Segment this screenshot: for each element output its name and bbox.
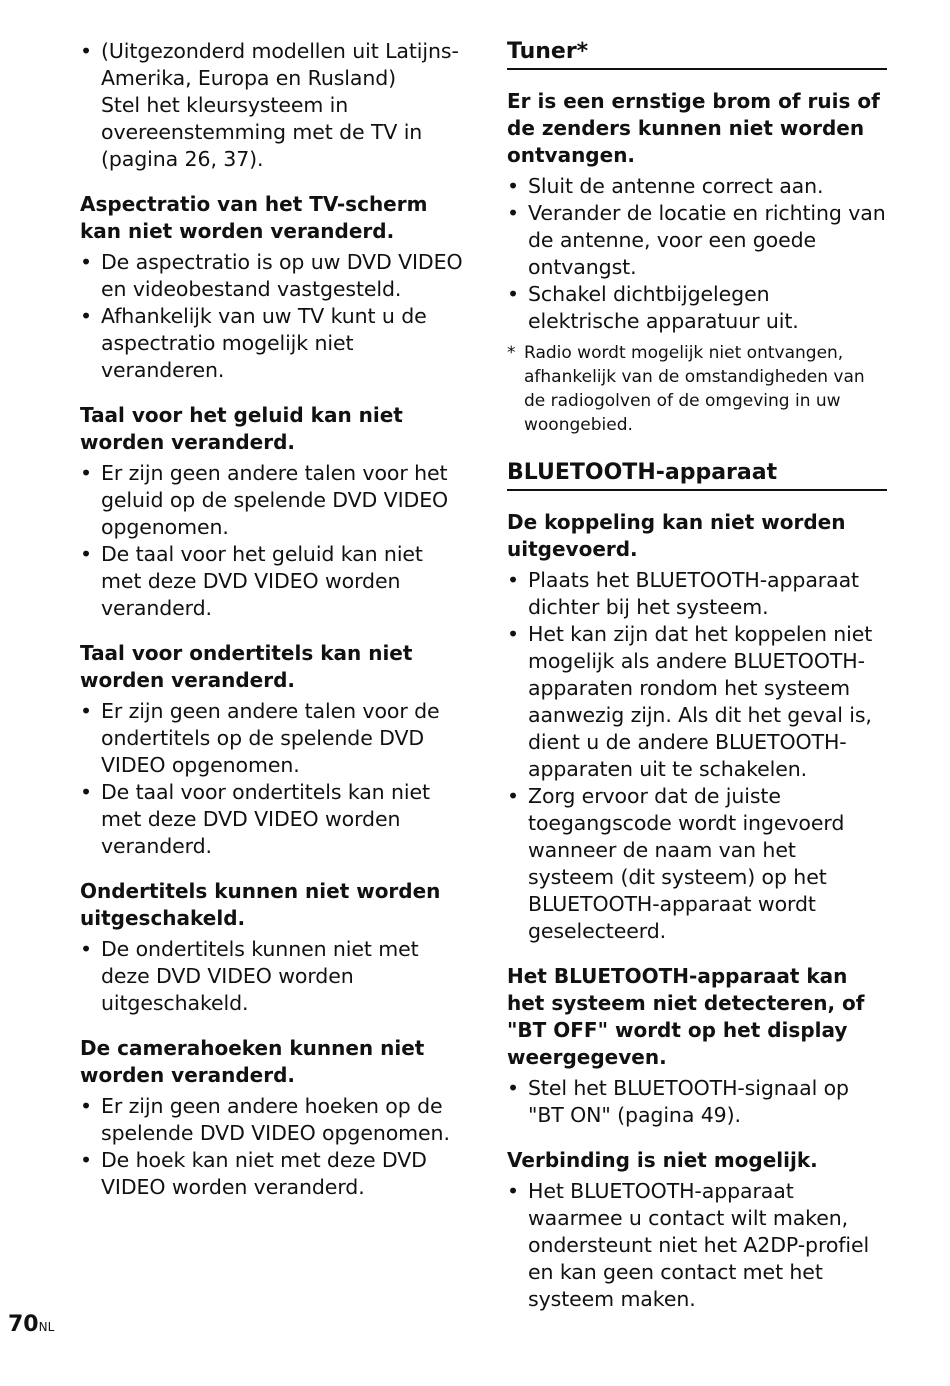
language-code: NL [38, 1320, 55, 1334]
intro-block [80, 38, 465, 173]
problem-heading: Ondertitels kunnen niet worden uitgeschakeld. [80, 879, 441, 930]
section-title-bluetooth: BLUETOOTH-apparaat [507, 459, 887, 491]
list-item: • Er zijn geen andere talen voor het geluid op de spelende DVD VIDEO opgenomen. [80, 460, 465, 541]
page-number [8, 1311, 54, 1339]
list-item: • De ondertitels kunnen niet met deze DVD VIDEO worden uitgeschakeld. [80, 936, 465, 1017]
list-item: • De taal voor ondertitels kan niet met deze DVD VIDEO worden veranderd. [80, 779, 465, 860]
page-number-value: 70 [8, 1312, 39, 1337]
footnote-text: Radio wordt mogelijk niet ontvangen, afhankelijk van de omstandigheden van de radiogolven of de omgeving in uw woongebied. [524, 343, 865, 435]
list-item: • Sluit de antenne correct aan. [507, 173, 887, 200]
list-item: • Het kan zijn dat het koppelen niet mogelijk als andere BLUETOOTH-apparaten rondom het systeem aanwezig zijn. Als dit het geval is, dient u de andere BLUETOOTH-apparaten uit te schakelen. [507, 621, 887, 783]
list-item: • Plaats het BLUETOOTH-apparaat dichter bij het systeem. [507, 567, 887, 621]
footnote-mark: * [507, 343, 516, 363]
problem-camera-angles [80, 1035, 465, 1201]
list-item: • Zorg ervoor dat de juiste toegangscode wordt ingevoerd wanneer de naam van het systeem (dit systeem) op het BLUETOOTH-apparaat wordt geselecteerd. [507, 783, 887, 945]
problem-heading: Taal voor het geluid kan niet worden veranderd. [80, 403, 403, 454]
problem-connection [507, 1147, 887, 1313]
left-column [80, 38, 465, 1219]
bullet-text: Stel het kleursysteem in overeenstemming met de TV in (pagina 26, 37). [101, 93, 423, 171]
problem-audio-language [80, 402, 465, 622]
problem-detection [507, 963, 887, 1129]
problem-subtitle-language [80, 640, 465, 860]
list-item: • Verander de locatie en richting van de antenne, voor een goede ontvangst. [507, 200, 887, 281]
list-item: • Stel het BLUETOOTH-signaal op "BT ON" (pagina 49). [507, 1075, 887, 1129]
list-item: • Schakel dichtbijgelegen elektrische apparatuur uit. [507, 281, 887, 335]
problem-heading: Verbinding is niet mogelijk. [507, 1148, 818, 1172]
list-item [80, 38, 465, 173]
list-item: • Het BLUETOOTH-apparaat waarmee u contact wilt maken, ondersteunt niet het A2DP-profiel en kan geen contact met het systeem maken. [507, 1178, 887, 1313]
problem-pairing [507, 509, 887, 945]
problem-aspect-ratio [80, 191, 465, 384]
right-column [507, 38, 887, 1331]
list-item: • De taal voor het geluid kan niet met deze DVD VIDEO worden veranderd. [80, 541, 465, 622]
problem-heading: De koppeling kan niet worden uitgevoerd. [507, 510, 846, 561]
problem-heading: De camerahoeken kunnen niet worden veranderd. [80, 1036, 425, 1087]
list-item: • Afhankelijk van uw TV kunt u de aspectratio mogelijk niet veranderen. [80, 303, 465, 384]
list-item: • De aspectratio is op uw DVD VIDEO en videobestand vastgesteld. [80, 249, 465, 303]
list-item: • De hoek kan niet met deze DVD VIDEO worden veranderd. [80, 1147, 465, 1201]
bullet-text: • (Uitgezonderd modellen uit Latijns-Amerika, Europa en Rusland) [101, 39, 459, 90]
problem-heading: Er is een ernstige brom of ruis of de zenders kunnen niet worden ontvangen. [507, 89, 880, 167]
problem-heading: Aspectratio van het TV-scherm kan niet worden veranderd. [80, 192, 428, 243]
list-item: • Er zijn geen andere hoeken op de spelende DVD VIDEO opgenomen. [80, 1093, 465, 1147]
problem-tuner-noise [507, 88, 887, 437]
problem-heading: Taal voor ondertitels kan niet worden veranderd. [80, 641, 413, 692]
problem-heading: Het BLUETOOTH-apparaat kan het systeem niet detecteren, of "BT OFF" wordt op het display weergegeven. [507, 964, 865, 1069]
footnote [507, 341, 887, 437]
list-item: • Er zijn geen andere talen voor de ondertitels op de spelende DVD VIDEO opgenomen. [80, 698, 465, 779]
section-title-tuner: Tuner* [507, 38, 887, 70]
problem-subtitles-off [80, 878, 465, 1017]
